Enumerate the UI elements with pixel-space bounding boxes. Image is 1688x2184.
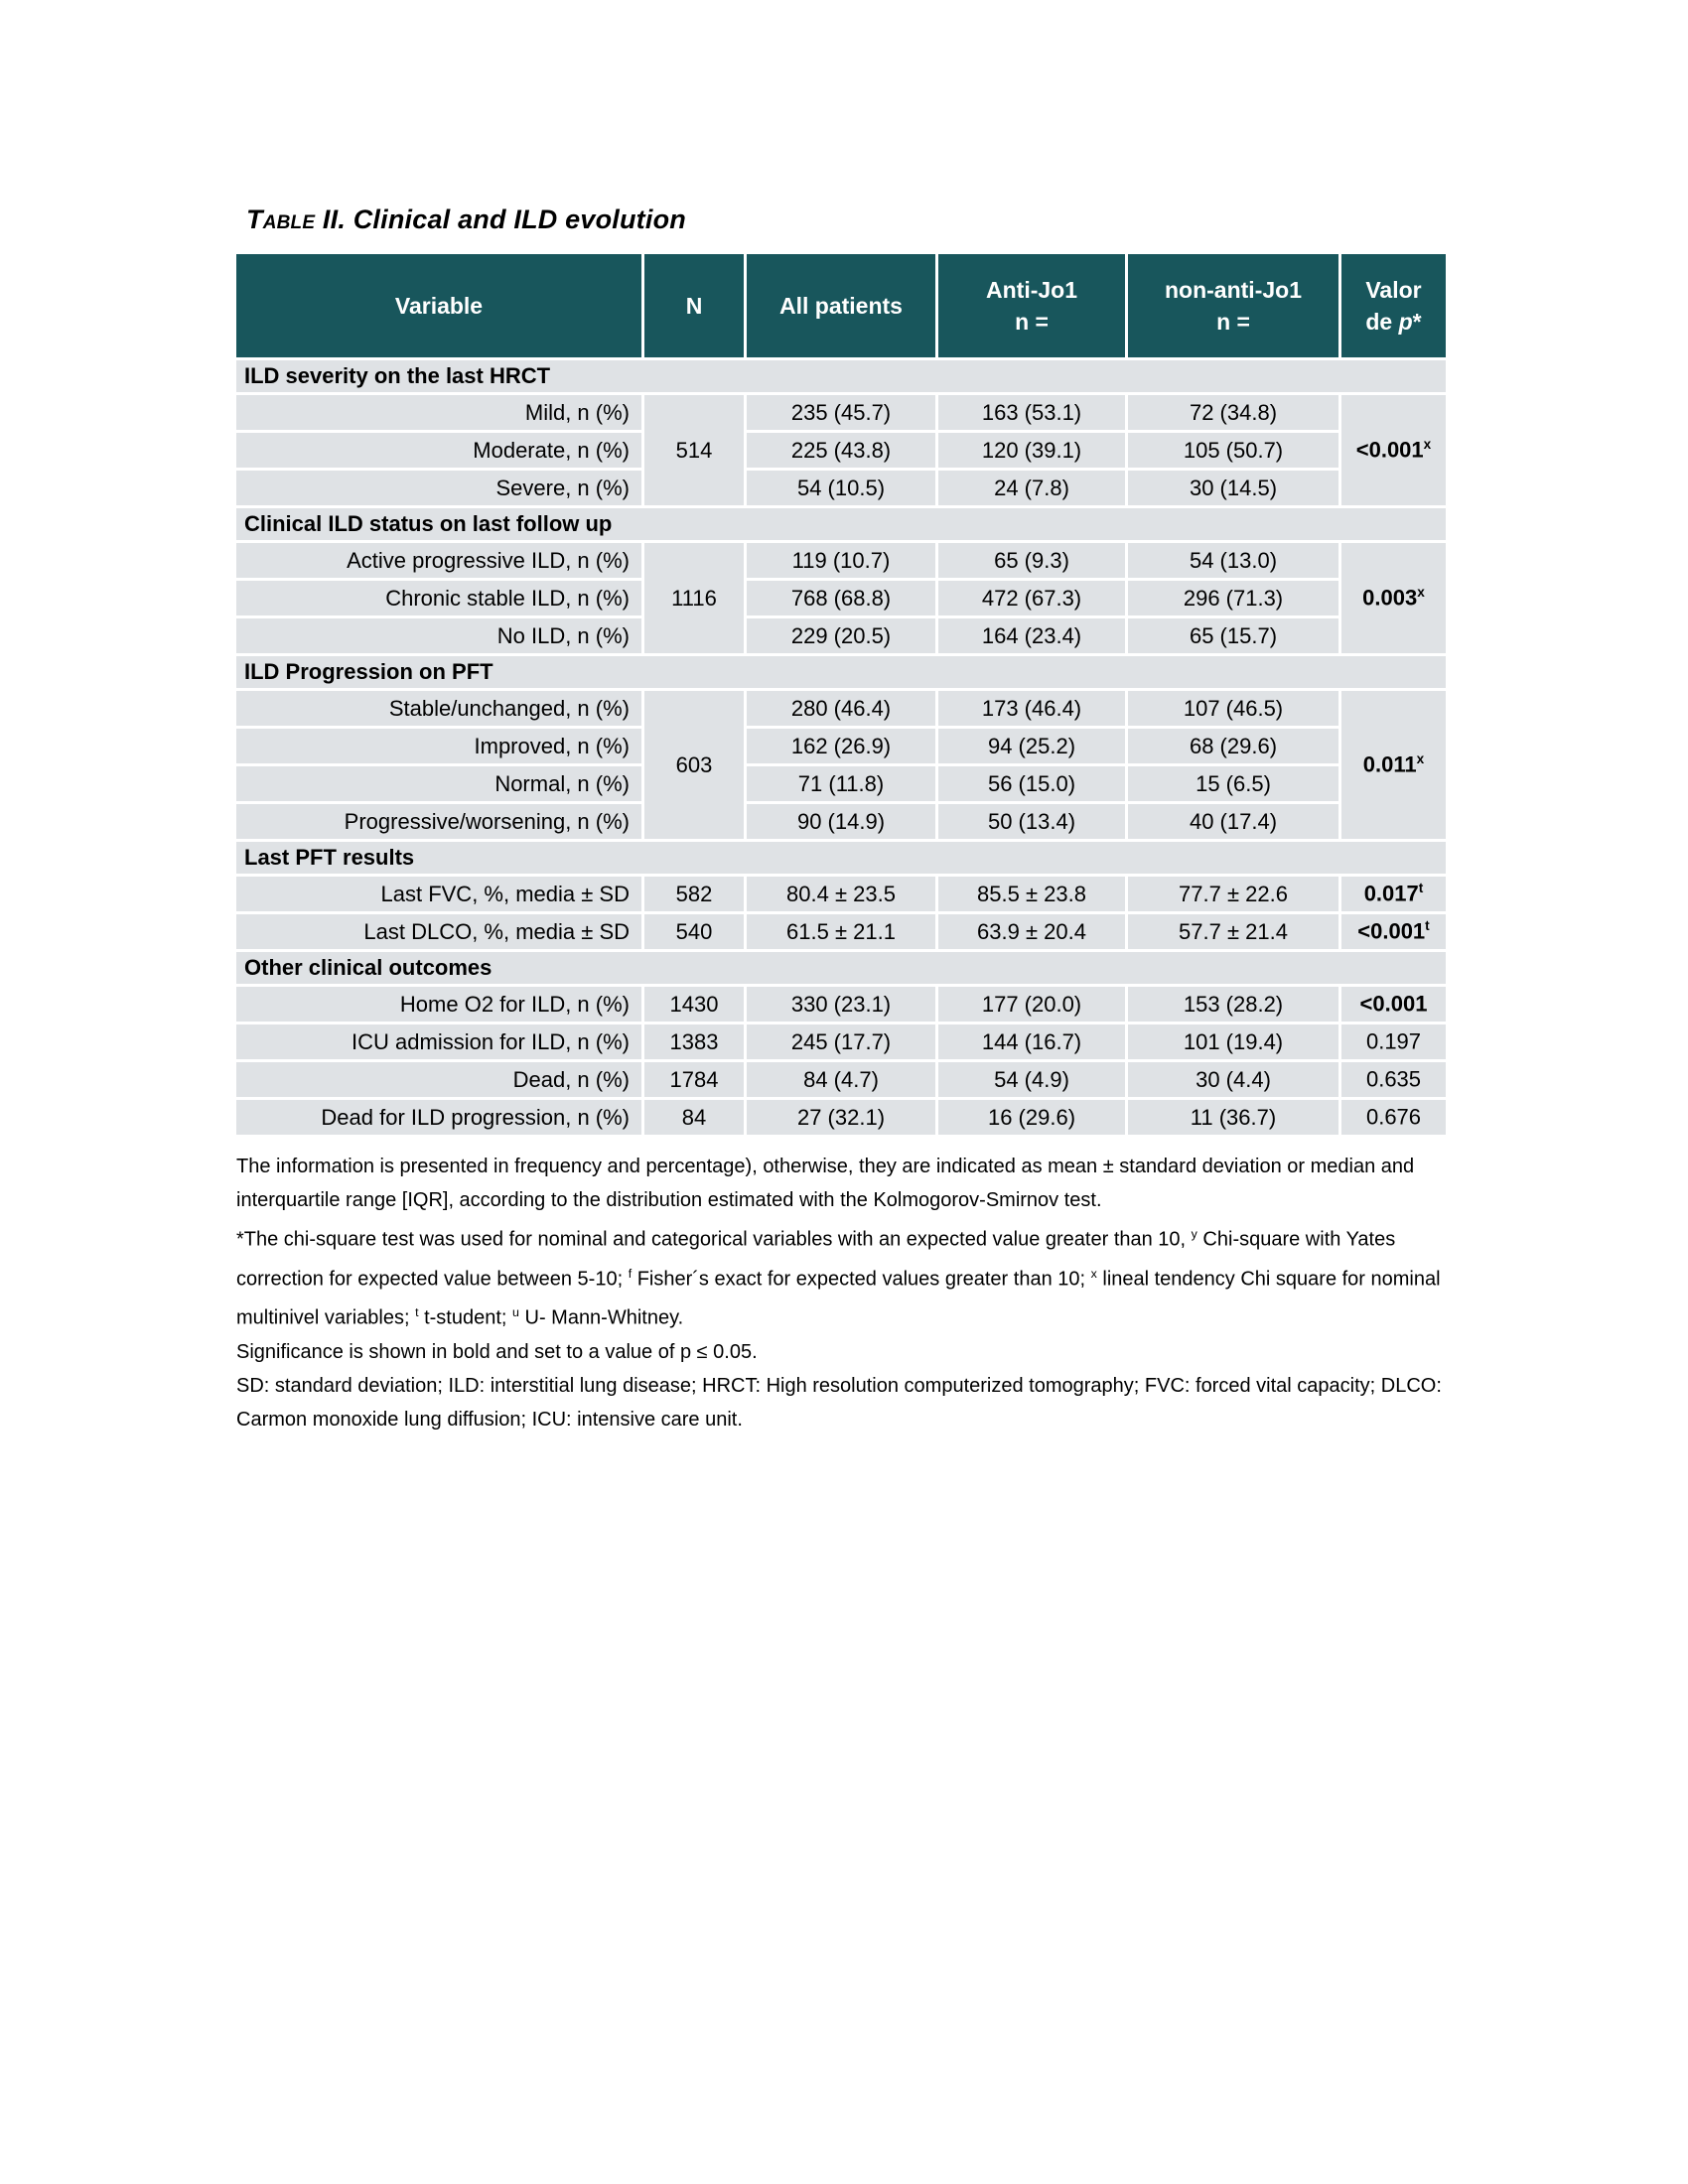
cell-n: 84 [644,1100,744,1135]
cell-all: 27 (32.1) [747,1100,935,1135]
cell-all: 90 (14.9) [747,804,935,839]
cell-label: ICU admission for ILD, n (%) [236,1024,641,1059]
cell-label: Improved, n (%) [236,729,641,763]
cell-label: Severe, n (%) [236,471,641,505]
cell-non: 153 (28.2) [1128,987,1338,1022]
cell-n: 1116 [644,543,744,653]
cell-all: 235 (45.7) [747,395,935,430]
footnote-significance: Significance is shown in bold and set to a value of p ≤ 0.05. [236,1340,758,1363]
table-row [236,691,1446,726]
cell-non: 30 (14.5) [1128,471,1338,505]
section-header-row [236,360,1446,392]
cell-non: 107 (46.5) [1128,691,1338,726]
col-header-n: N [644,254,744,357]
cell-anti: 56 (15.0) [938,766,1125,801]
cell-all: 768 (68.8) [747,581,935,615]
cell-anti: 163 (53.1) [938,395,1125,430]
table-title-text: Clinical and ILD evolution [346,205,686,234]
cell-anti: 173 (46.4) [938,691,1125,726]
cell-all: 162 (26.9) [747,729,935,763]
cell-n: 1383 [644,1024,744,1059]
section-header: ILD Progression on PFT [236,656,1446,688]
cell-all: 330 (23.1) [747,987,935,1022]
cell-anti: 164 (23.4) [938,618,1125,653]
cell-anti: 54 (4.9) [938,1062,1125,1097]
table-title [246,205,1458,235]
cell-label: Normal, n (%) [236,766,641,801]
section-header: Other clinical outcomes [236,952,1446,984]
col-header-p-value: Valor de p* [1341,254,1446,357]
table-row [236,543,1446,578]
footnote-statistical-tests: *The chi-square test was used for nominal and categorical variables with an expected value greater than 10, $^y$ Chi-square with Yates correction for expected value between 5-10; $^f$ Fisher´s exact for expected values greater than 10; $^x$ lineal tendency Chi square for nominal multinivel variables; $^t$ t-student; $^u$ U- Mann-Whitney. [236,1227,1441,1329]
cell-non: 30 (4.4) [1128,1062,1338,1097]
table-row [236,433,1446,468]
footnote-presentation: The information is presented in frequency and percentage), otherwise, they are indicated as mean ± standard deviation or median and interquartile range [IQR], according to the distribution estimated with the Kolmogorov-Smirnov test. [236,1156,1415,1211]
table-title-number: Table II. [246,205,347,234]
header-row [236,254,1446,357]
clinical-ild-table [233,251,1449,1138]
table-footnotes [236,1150,1454,1436]
cell-n: 603 [644,691,744,839]
table-header [236,254,1446,357]
cell-anti: 50 (13.4) [938,804,1125,839]
cell-p: 0.017$^t$ [1341,877,1446,911]
cell-all: 80.4 ± 23.5 [747,877,935,911]
cell-label: Dead for ILD progression, n (%) [236,1100,641,1135]
cell-non: 11 (36.7) [1128,1100,1338,1135]
cell-anti: 94 (25.2) [938,729,1125,763]
cell-n: 582 [644,877,744,911]
cell-label: Mild, n (%) [236,395,641,430]
cell-all: 280 (46.4) [747,691,935,726]
section-header: Clinical ILD status on last follow up [236,508,1446,540]
table-row [236,471,1446,505]
cell-all: 61.5 ± 21.1 [747,914,935,949]
cell-anti: 144 (16.7) [938,1024,1125,1059]
cell-p: $<0.001^x$ [1341,395,1446,505]
cell-non: 105 (50.7) [1128,433,1338,468]
cell-all: 119 (10.7) [747,543,935,578]
table-row [236,581,1446,615]
cell-p: 0.197 [1341,1024,1446,1059]
cell-n: 1430 [644,987,744,1022]
cell-label: Active progressive ILD, n (%) [236,543,641,578]
cell-p: 0.011$^x$ [1341,691,1446,839]
cell-label: Progressive/worsening, n (%) [236,804,641,839]
cell-p: 0.676 [1341,1100,1446,1135]
cell-non: 15 (6.5) [1128,766,1338,801]
cell-anti: 120 (39.1) [938,433,1125,468]
cell-label: Last DLCO, %, media ± SD [236,914,641,949]
table-row [236,1062,1446,1097]
col-header-variable: Variable [236,254,641,357]
cell-n: 514 [644,395,744,505]
cell-all: 245 (17.7) [747,1024,935,1059]
cell-anti: 16 (29.6) [938,1100,1125,1135]
cell-non: 65 (15.7) [1128,618,1338,653]
col-header-all-patients: All patients [747,254,935,357]
table-row [236,877,1446,911]
cell-all: 84 (4.7) [747,1062,935,1097]
table-row [236,395,1446,430]
table-row [236,914,1446,949]
section-header-row [236,842,1446,874]
table-row [236,618,1446,653]
cell-all: 229 (20.5) [747,618,935,653]
cell-all: 225 (43.8) [747,433,935,468]
cell-p: $<0.001^t$ [1341,914,1446,949]
col-header-anti-jo1: Anti-Jo1 n = [938,254,1125,357]
cell-anti: 24 (7.8) [938,471,1125,505]
cell-anti: 65 (9.3) [938,543,1125,578]
cell-p: <0.001 [1341,987,1446,1022]
cell-label: Moderate, n (%) [236,433,641,468]
table-row [236,1024,1446,1059]
cell-label: Stable/unchanged, n (%) [236,691,641,726]
section-header-row [236,508,1446,540]
col-header-non-anti-jo1: non-anti-Jo1 n = [1128,254,1338,357]
cell-anti: 472 (67.3) [938,581,1125,615]
table-row [236,804,1446,839]
cell-non: 40 (17.4) [1128,804,1338,839]
footnote-abbreviations: SD: standard deviation; ILD: interstitial lung disease; HRCT: High resolution computerized tomography; FVC: forced vital capacity; DLCO: Carmon monoxide lung diffusion; ICU: intensive care unit. [236,1374,1442,1431]
table-row [236,987,1446,1022]
section-header-row [236,952,1446,984]
cell-non: 101 (19.4) [1128,1024,1338,1059]
table-body [236,360,1446,1135]
cell-non: 72 (34.8) [1128,395,1338,430]
cell-p: 0.635 [1341,1062,1446,1097]
section-header: ILD severity on the last HRCT [236,360,1446,392]
cell-anti: 63.9 ± 20.4 [938,914,1125,949]
section-header: Last PFT results [236,842,1446,874]
cell-non: 68 (29.6) [1128,729,1338,763]
cell-label: No ILD, n (%) [236,618,641,653]
cell-label: Home O2 for ILD, n (%) [236,987,641,1022]
cell-n: 540 [644,914,744,949]
cell-anti: 177 (20.0) [938,987,1125,1022]
cell-non: 54 (13.0) [1128,543,1338,578]
table-row [236,1100,1446,1135]
cell-label: Chronic stable ILD, n (%) [236,581,641,615]
section-header-row [236,656,1446,688]
cell-non: 77.7 ± 22.6 [1128,877,1338,911]
cell-non: 296 (71.3) [1128,581,1338,615]
cell-label: Dead, n (%) [236,1062,641,1097]
cell-label: Last FVC, %, media ± SD [236,877,641,911]
cell-n: 1784 [644,1062,744,1097]
cell-all: 54 (10.5) [747,471,935,505]
cell-all: 71 (11.8) [747,766,935,801]
cell-non: 57.7 ± 21.4 [1128,914,1338,949]
table-row [236,766,1446,801]
cell-p: 0.003$^x$ [1341,543,1446,653]
cell-anti: 85.5 ± 23.8 [938,877,1125,911]
table-row [236,729,1446,763]
